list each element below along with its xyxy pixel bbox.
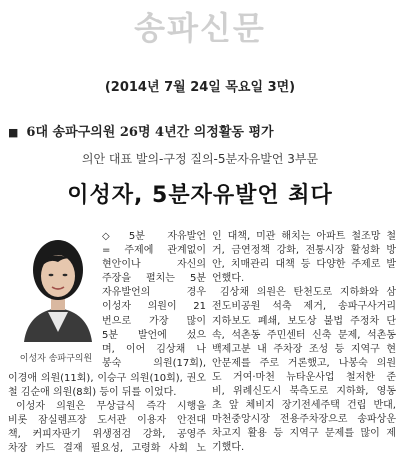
text-line: = 주제에 관계없이 bbox=[102, 245, 206, 257]
text-line: 자유발언의 경우 bbox=[102, 287, 206, 299]
text-line: 며, 이어 김상채 나 bbox=[102, 343, 206, 355]
text-line: 주장을 펼치는 5분 bbox=[102, 273, 206, 285]
text-line: 이성자 의원은 무상급식 즉각 시행을 bbox=[16, 401, 206, 413]
text-line: 속, 석촌동 주민센터 신축 문제, 석촌동 bbox=[212, 329, 396, 341]
text-line: 비롯 잠실렘프장 도서관 이용자 안전대 bbox=[8, 415, 206, 427]
text-line: ◇5분 자유발언 bbox=[102, 231, 206, 242]
article-subhead: 의안 대표 발의-구정 질의-5분자유발언 3부문 bbox=[81, 152, 319, 166]
text-line: 마천중앙시장 전용주차장으로 송파상운 bbox=[212, 414, 396, 426]
text-line: 백제고분 내 주차장 조성 등 지역구 현 bbox=[212, 343, 396, 355]
text-line: 안, 치매관리 대책 등 다양한 주제로 발 bbox=[212, 259, 396, 271]
text-line: 초 앞 체비지 장기전세주택 건립 반대, bbox=[212, 400, 396, 412]
newspaper-masthead: 송파신문 bbox=[134, 9, 266, 47]
headline-text: 6대 송파구의원 26명 4년간 의정활동 평가 bbox=[26, 125, 274, 140]
text-line: 번으로 가장 많이 bbox=[102, 315, 206, 327]
text-line: 지하보도 폐쇄, 보도상 불법 주정차 단 bbox=[212, 315, 396, 327]
article-column-bottom-left bbox=[8, 372, 206, 457]
text-line: 거, 금연정책 강화, 전통시장 활성화 방 bbox=[212, 245, 396, 257]
text-line: 인 대책, 미관 해치는 아파트 철조망 철 bbox=[212, 231, 396, 242]
text-line: 비, 위례신도시 북측도로 지하화, 영동 bbox=[212, 386, 396, 398]
text-line: 현안이나 자신의 bbox=[102, 259, 206, 271]
portrait-photo bbox=[18, 232, 98, 342]
text-line: 5분 발언에 섰으 bbox=[102, 329, 206, 341]
article-column-right bbox=[212, 230, 396, 456]
text-line: 봉숙 의원(17회), bbox=[102, 357, 206, 369]
text-line: 기했다. bbox=[212, 442, 245, 454]
publication-dateline: (2014년 7월 24일 목요일 3면) bbox=[104, 80, 296, 95]
photo-caption: 이성자 송파구의원 bbox=[19, 354, 93, 364]
text-line: 철 김순애 의원(8회) 등이 뒤를 이었다. bbox=[8, 387, 177, 399]
article-column-middle bbox=[102, 230, 206, 371]
text-line: 도 거여·마천 뉴타운사업 철저한 준 bbox=[212, 371, 396, 383]
text-line: 언했다. bbox=[212, 273, 245, 285]
headline-bullet: ■ bbox=[8, 126, 19, 139]
text-line: 전도비공원 석축 제거, 송파구사거리 bbox=[212, 301, 396, 313]
text-line: 차고지 활용 등 지역구 문제를 많이 제 bbox=[212, 428, 396, 440]
text-line: 책, 커피자판기 위생점검 강화, 공영주 bbox=[8, 429, 206, 441]
portrait-image bbox=[18, 232, 98, 342]
text-line: 안문제를 주로 거론했고, 나봉숙 의원 bbox=[212, 357, 396, 369]
article-headline bbox=[8, 121, 398, 140]
text-line: 이성자 의원이 21 bbox=[102, 301, 206, 313]
article-title: 이성자, 5분자유발언 최다 bbox=[67, 183, 333, 208]
text-line: 이경애 의원(11회), 이승구 의원(10회), 권오 bbox=[8, 373, 206, 384]
text-line: 김상채 의원은 탄천도로 지하화와 삼 bbox=[220, 287, 396, 299]
text-line: 차장 카드 결재 필요성, 고령화 사회 노 bbox=[8, 443, 206, 455]
